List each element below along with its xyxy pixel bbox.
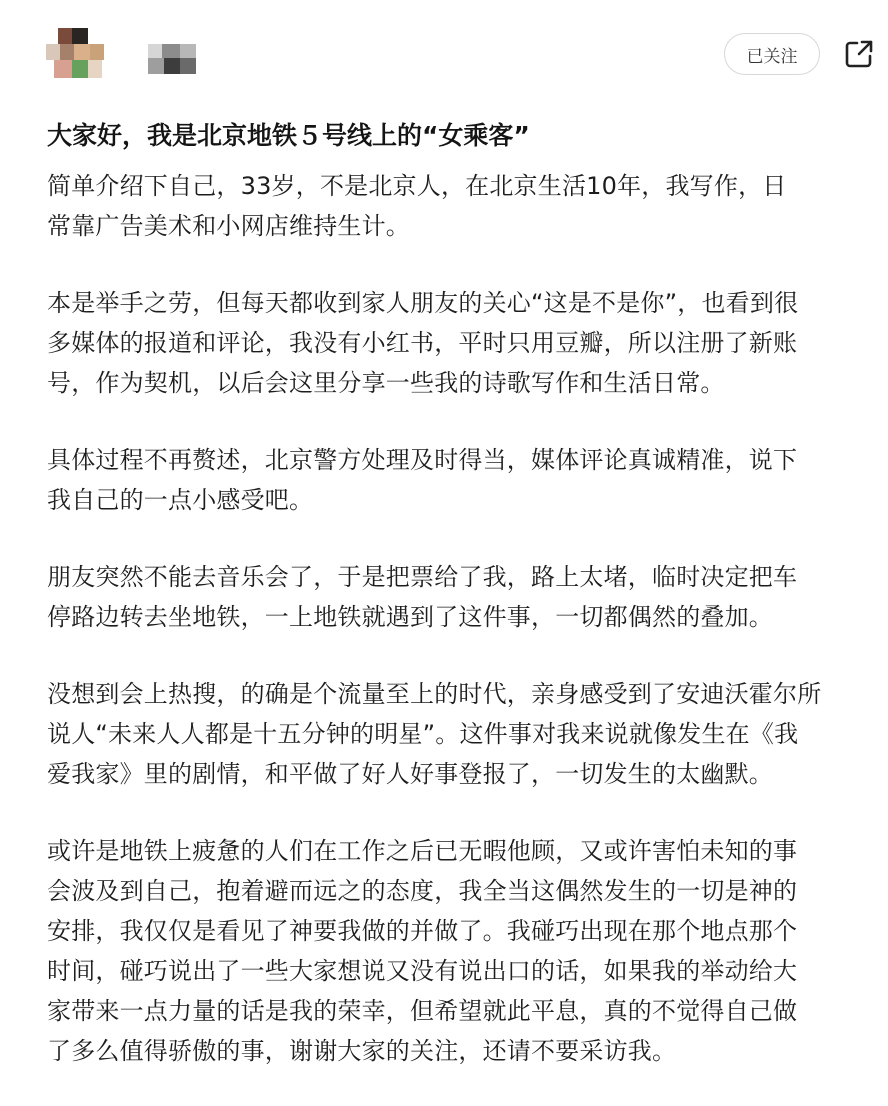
share-icon: [842, 37, 876, 71]
paragraph: [47, 674, 869, 794]
text-line: 或许是地铁上疲惫的人们在工作之后已无暇他顾，又或许害怕未知的事: [47, 837, 798, 865]
text-line: 了多么值得骄傲的事，谢谢大家的关注，还请不要采访我。: [47, 1037, 677, 1065]
text-line: 家带来一点力量的话是我的荣幸，但希望就此平息，真的不觉得自己做: [47, 997, 798, 1025]
post-body: [47, 166, 869, 1106]
paragraph: [47, 831, 869, 1071]
paragraph: [47, 166, 869, 246]
paragraph: [47, 557, 869, 637]
text-line: 会波及到自己，抱着避而远之的态度，我全当这偶然发生的一切是神的: [47, 877, 798, 905]
paragraph: [47, 440, 869, 520]
text-line: 简单介绍下自己，33岁，不是北京人，在北京生活10年，我写作，日: [47, 172, 787, 200]
text-line: 没想到会上热搜，的确是个流量至上的时代，亲身感受到了安迪沃霍尔所: [47, 680, 822, 708]
post-header: [0, 0, 888, 100]
text-line: 时间，碰巧说出了一些大家想说又没有说出口的话，如果我的举动给大: [47, 957, 798, 985]
avatar[interactable]: [46, 28, 106, 80]
text-line: 具体过程不再赘述，北京警方处理及时得当，媒体评论真诚精准，说下: [47, 446, 798, 474]
text-line: 我自己的一点小感受吧。: [47, 486, 314, 514]
follow-button[interactable]: 已关注: [724, 33, 820, 75]
username[interactable]: [148, 44, 196, 76]
share-button[interactable]: [842, 37, 876, 71]
text-line: 多媒体的报道和评论，我没有小红书，平时只用豆瓣，所以注册了新账: [47, 329, 798, 357]
paragraph: [47, 283, 869, 403]
post-title: 大家好，我是北京地铁５号线上的“女乘客”: [47, 121, 530, 150]
text-line: 朋友突然不能去音乐会了，于是把票给了我，路上太堵，临时决定把车: [47, 563, 798, 591]
text-line: 本是举手之劳，但每天都收到家人朋友的关心“这是不是你”，也看到很: [47, 289, 799, 317]
text-line: 爱我家》里的剧情，和平做了好人好事登报了，一切发生的太幽默。: [47, 760, 773, 788]
text-line: 安排，我仅仅是看见了神要我做的并做了。我碰巧出现在那个地点那个: [47, 917, 798, 945]
text-line: 号，作为契机，以后会这里分享一些我的诗歌写作和生活日常。: [47, 369, 725, 397]
text-line: 停路边转去坐地铁，一上地铁就遇到了这件事，一切都偶然的叠加。: [47, 603, 773, 631]
text-line: 常靠广告美术和小网店维持生计。: [47, 212, 410, 240]
text-line: 说人“未来人人都是十五分钟的明星”。这件事对我来说就像发生在《我: [47, 720, 799, 748]
